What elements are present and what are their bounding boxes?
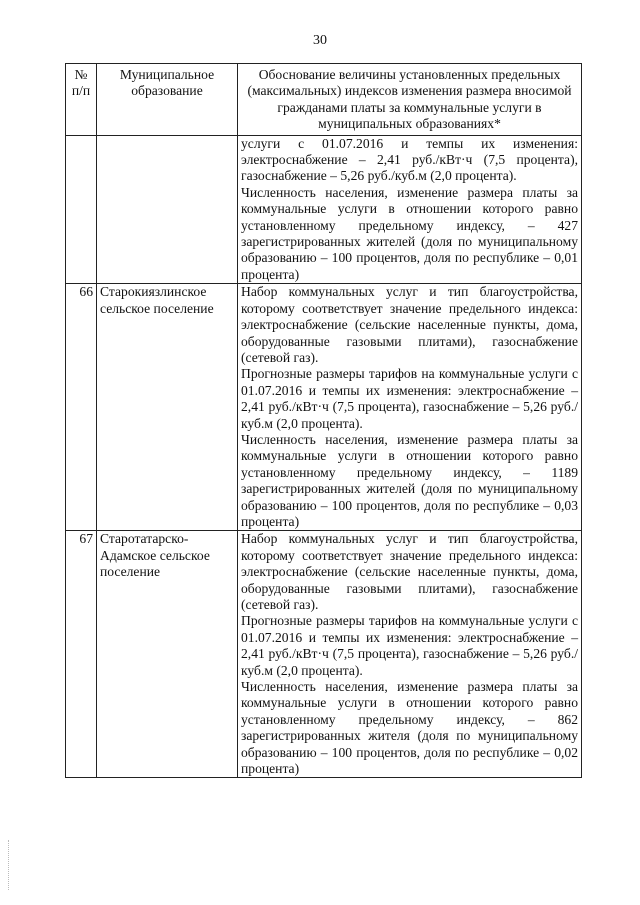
paragraph: Набор коммунальных услуг и тип благоустройства, которому соответствует значение предельного индекса: электроснабжение (сельские населенные пункты, дома, оборудованные газовыми плитами), газоснабжение (сетевой газ).: [241, 284, 578, 365]
page-number: 30: [313, 33, 327, 48]
table-row: [66, 284, 582, 531]
table-header-row: [66, 64, 582, 136]
paragraph: Набор коммунальных услуг и тип благоустройства, которому соответствует значение предельного индекса: электроснабжение (сельские населенные пункты, дома, оборудованные газовыми плитами), газоснабжение (сетевой газ).: [241, 531, 578, 612]
cell-municipality: [97, 135, 238, 284]
cell-justification: [238, 531, 582, 778]
table-row-continuation: [66, 135, 582, 284]
cell-num: [66, 135, 97, 284]
tariff-index-table: [65, 63, 582, 778]
paragraph: Численность населения, изменение размера платы за коммунальные услуги в отношении которого равно установленному предельному индексу, – 427 зарегистрированных жителей (доля по муниципальному образованию – 100 процентов, доля по республике – 0,01 процента): [241, 184, 578, 282]
paragraph: Численность населения, изменение размера платы за коммунальные услуги в отношении которого равно установленному предельному индексу, – 1189 зарегистрированных жителей (доля по муниципальному образованию – 100 процентов, доля по республике – 0,03 процента): [241, 431, 578, 529]
cell-num: 66: [66, 284, 97, 531]
table-row: [66, 531, 582, 778]
paragraph: услуги с 01.07.2016 и темпы их изменения: электроснабжение – 2,41 руб./кВт·ч (7,5 процента), газоснабжение – 5,26 руб./куб.м (2,0 процента).: [241, 135, 578, 184]
header-num: № п/п: [66, 64, 97, 136]
cell-justification: [238, 135, 582, 284]
paragraph: Прогнозные размеры тарифов на коммунальные услуги с 01.07.2016 и темпы их изменения: электроснабжение – 2,41 руб./кВт·ч (7,5 процента), газоснабжение – 5,26 руб./куб.м (2,0 процента).: [241, 613, 578, 678]
cell-municipality: Старокиязлинское сельское поселение: [97, 284, 238, 531]
cell-justification: [238, 284, 582, 531]
header-municipality: Муниципальное образование: [97, 64, 238, 136]
header-justification: Обоснование величины установленных предельных (максимальных) индексов изменения размера вносимой гражданами платы за коммунальные услуги в муниципальных образованиях*: [238, 64, 582, 136]
scan-margin-mark: [8, 840, 10, 890]
paragraph: Прогнозные размеры тарифов на коммунальные услуги с 01.07.2016 и темпы их изменения: электроснабжение – 2,41 руб./кВт·ч (7,5 процента), газоснабжение – 5,26 руб./куб.м (2,0 процента).: [241, 366, 578, 431]
paragraph: Численность населения, изменение размера платы за коммунальные услуги в отношении которого равно установленному предельному индексу, – 862 зарегистрированных жителя (доля по муниципальному образованию – 100 процентов, доля по республике – 0,02 процента): [241, 679, 578, 777]
cell-municipality: Старотатарско-Адамское сельское поселение: [97, 531, 238, 778]
cell-num: 67: [66, 531, 97, 778]
